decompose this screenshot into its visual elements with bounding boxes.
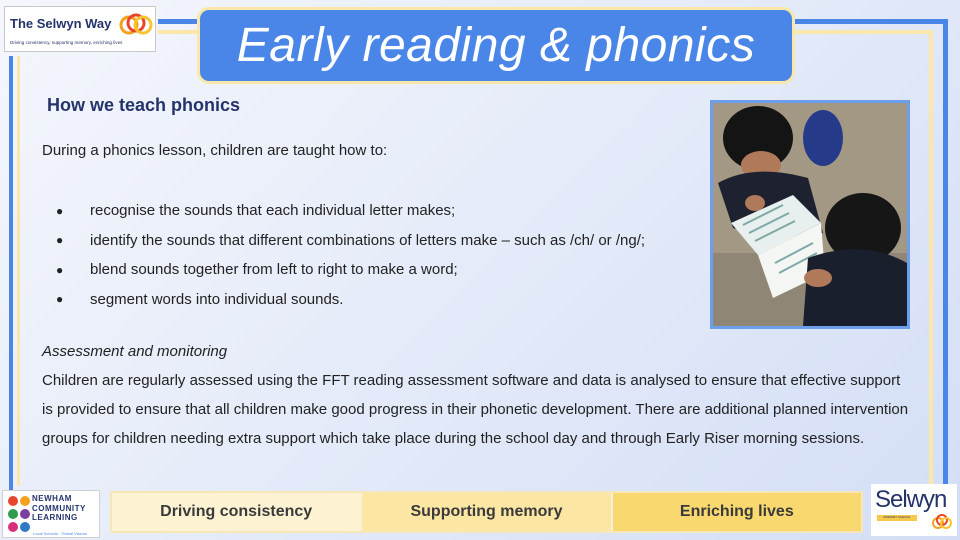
logo-title: The Selwyn Way	[10, 16, 112, 31]
bullet-icon: ●	[56, 233, 64, 248]
bullet-text: blend sounds together from left to right to make a word;	[90, 261, 458, 279]
logo-line: LEARNING	[32, 513, 78, 522]
logo-name: Selwyn	[875, 486, 947, 513]
section-heading: How we teach phonics	[47, 95, 241, 115]
list-item	[42, 196, 645, 226]
value-supporting-memory: Supporting memory	[360, 493, 610, 531]
logo-line: NEWHAM	[32, 494, 72, 503]
intro-text: During a phonics lesson, children are taught how to:	[42, 142, 388, 159]
frame-line-right-yellow	[929, 30, 933, 490]
list-item	[42, 285, 645, 315]
bullet-icon: ●	[56, 203, 64, 218]
list-item	[42, 226, 645, 256]
value-driving-consistency: Driving consistency	[112, 493, 360, 531]
value-enriching-lives: Enriching lives	[611, 493, 861, 531]
photo-illustration	[713, 103, 907, 326]
frame-line-left-blue	[9, 56, 13, 496]
colored-dots-icon	[6, 495, 32, 533]
bullet-icon: ●	[56, 262, 64, 277]
logo-tagline: Local Schools · Global Visions	[33, 531, 87, 536]
frame-line-left-yellow	[17, 56, 20, 486]
logo-subtitle: PRIMARY SCHOOL	[877, 515, 917, 521]
bullet-text: identify the sounds that different combinations of letters make – such as /ch/ or /ng/;	[90, 231, 646, 249]
selwyn-way-logo	[4, 6, 156, 52]
bullet-icon: ●	[56, 292, 64, 307]
bullet-list	[42, 196, 645, 314]
interlocking-rings-icon	[118, 12, 154, 38]
assessment-heading: Assessment and monitoring	[42, 343, 228, 360]
bullet-text: segment words into individual sounds.	[90, 290, 344, 308]
list-item	[42, 255, 645, 285]
bullet-text: recognise the sounds that each individual letter makes;	[90, 202, 456, 220]
interlocking-rings-icon	[931, 512, 953, 532]
children-reading-photo	[710, 100, 910, 329]
footer-values-bar	[110, 491, 863, 533]
frame-line-right-blue	[943, 19, 948, 489]
logo-line: COMMUNITY	[32, 503, 86, 513]
title-banner	[197, 7, 795, 84]
selwyn-school-logo	[871, 484, 957, 536]
page-title: Early reading & phonics	[236, 19, 756, 72]
newham-community-learning-logo	[2, 490, 100, 538]
assessment-text: Children are regularly assessed using the FFT reading assessment software and data is analysed to ensure that effective support is provided to ensure that all children make good progress in their phonetic development. There are additional planned intervention groups for children needing extra support which take place during the school day and through Early Riser morning sessions.	[42, 372, 909, 447]
logo-subtitle: Driving consistency, supporting memory, enriching lives	[10, 40, 123, 45]
